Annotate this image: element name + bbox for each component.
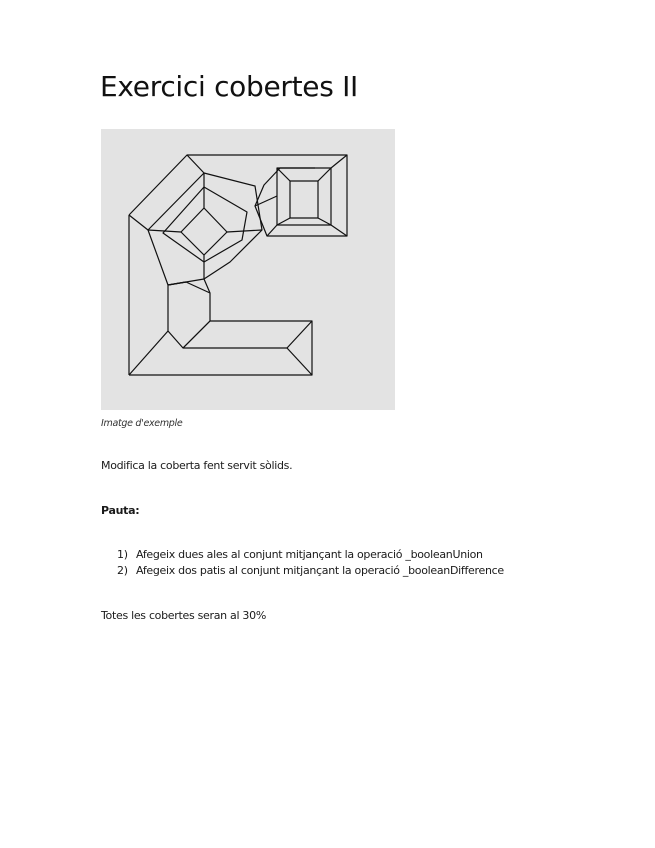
list-item-number: 2) bbox=[117, 563, 128, 577]
slope-note: Totes les cobertes seran al 30% bbox=[101, 609, 266, 622]
central-courtyard bbox=[181, 208, 227, 255]
roof-plan-drawing bbox=[101, 129, 395, 410]
document-title: Exercici cobertes II bbox=[100, 70, 359, 103]
courtyard-right-inner bbox=[290, 181, 318, 218]
list-item-number: 1) bbox=[117, 548, 128, 561]
list-item-text: Afegeix dos patis al conjunt mitjançant la operació _booleanDifference bbox=[136, 563, 504, 577]
list-item-text: Afegeix dues ales al conjunt mitjançant la operació _booleanUnion bbox=[136, 548, 483, 561]
central-mid-ring bbox=[163, 187, 247, 262]
intro-paragraph: Modifica la coberta fent servit sòlids. bbox=[101, 459, 293, 472]
steps-list bbox=[117, 548, 504, 579]
example-roof-plan-figure bbox=[101, 129, 395, 410]
figure-caption: Imatge d'exemple bbox=[101, 418, 183, 429]
list-item bbox=[117, 548, 504, 564]
central-ring bbox=[148, 173, 262, 285]
lower-junction bbox=[168, 282, 210, 348]
guideline-heading: Pauta: bbox=[101, 504, 140, 517]
list-item bbox=[117, 564, 504, 580]
roof-outer-edge bbox=[129, 155, 347, 375]
